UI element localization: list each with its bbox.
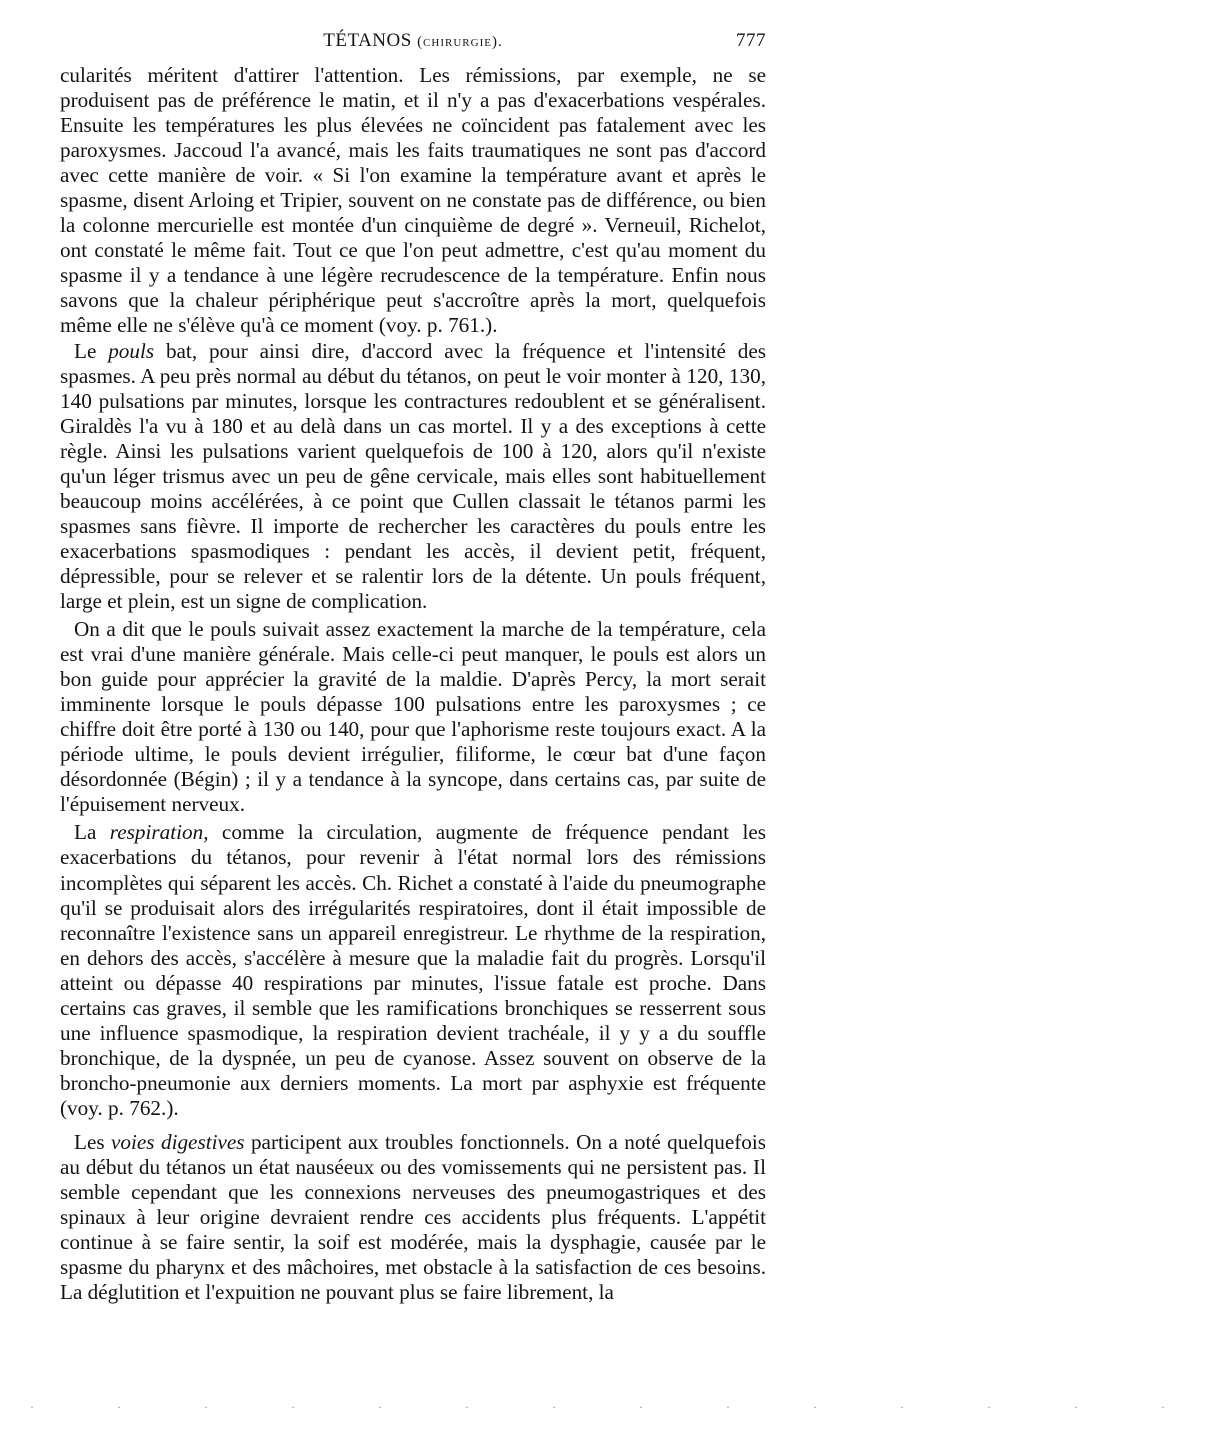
- paragraph-lead: Les: [74, 1129, 112, 1154]
- paragraph-text: bat, pour ainsi dire, d'accord avec la fréquence et l'intensité des spasmes. A peu près normal au début du tétanos, on peut le voir monter à 120, 130, 140 pulsations par minutes, lorsque les contractures redoublent et se généralisent. Giraldès l'a vu à 180 et au delà dans un cas mortel. Il y a des exceptions à cette règle. Ainsi les pulsations varient quelquefois de 100 à 120, alors qu'il n'existe qu'un léger trismus avec un peu de gêne cervicale, mais elles sont habituellement beaucoup moins accélérées, à ce point que Cullen classait le tétanos parmi les spasmes sans fièvre. Il importe de rechercher les caractères du pouls entre les exacerbations spasmodiques : pendant les accès, il devient petit, fréquent, dépressible, pour se relever et se ralentir lors de la détente. Un pouls fréquent, large et plein, est un signe de complication.: [60, 338, 766, 613]
- paragraph-respiration: [60, 820, 766, 1121]
- paragraph-lead: La: [74, 820, 110, 845]
- paragraph-pouls: [60, 339, 766, 615]
- body-text: [60, 63, 766, 1305]
- running-title: [60, 30, 766, 52]
- paragraph-voies-digestives: [60, 1130, 766, 1305]
- paragraph-keyword: pouls: [108, 338, 155, 363]
- paragraph-lead: Le: [74, 338, 109, 363]
- print-specks: · · · · · · · · · · · · · ·: [30, 1400, 1205, 1414]
- paragraph-pouls-temperature: [60, 617, 766, 817]
- running-header: [60, 30, 766, 58]
- paragraph-temperature-continued: [60, 63, 766, 339]
- paragraph-text: participent aux troubles fonctionnels. On a noté quelquefois au début du tétanos un état nauséeux ou des vomissements qui ne persistent pas. Il semble cependant que les connexions nerveuses des pneumogastriques et des spinaux à leur origine devraient rendre ces accidents plus fréquents. L'appétit continue à se faire sentir, la soif est modérée, mais la dysphagie, causée par le spasme du pharynx et des mâchoires, met obstacle à la satisfaction de ces besoins. La déglutition et l'expuition ne pouvant plus se faire librement, la: [60, 1129, 767, 1305]
- paragraph-text: , comme la circulation, augmente de fréquence pendant les exacerbations du tétanos, pour revenir à l'état normal lors des rémissions incomplètes qui séparent les accès. Ch. Richet a constaté à l'aide du pneumographe qu'il se produisait alors des irrégularités respiratoires, dont il était impossible de reconnaître l'existence sans un appareil enregistreur. Le rhythme de la respiration, en dehors des accès, s'accélère à mesure que la maladie fait du progrès. Lorsqu'il atteint ou dépasse 40 respirations par minutes, l'issue fatale est proche. Dans certains cas graves, il semble que les ramifications bronchiques se resserrent sous une influence spasmodique, la respiration devient trachéale, il y y a du souffle bronchique, de la dyspnée, un peu de cyanose. Assez souvent on observe de la broncho-pneumonie aux derniers moments. La mort par asphyxie est fréquente (voy. p. 762.).: [60, 820, 766, 1120]
- paragraph-text: On a dit que le pouls suivait assez exactement la marche de la température, cela est vrai d'une manière générale. Mais celle-ci peut manquer, le pouls est alors un bon guide pour apprécier la gravité de la maldie. D'après Percy, la mort serait imminente lorsque le pouls dépasse 100 pulsations entre les paroxysmes ; ce chiffre doit être porté à 130 ou 140, pour que l'aphorisme reste toujours exact. A la période ultime, le pouls devient irrégulier, filiforme, le cœur bat d'une façon désordonnée (Bégin) ; il y a tendance à la syncope, dans certains cas, par suite de l'épuisement nerveux.: [60, 617, 766, 817]
- running-title-subtitle: (chirurgie).: [417, 34, 503, 50]
- paragraph-keyword: respiration: [109, 820, 204, 845]
- running-title-main: TÉTANOS: [323, 30, 412, 51]
- paragraph-keyword: voies digestives: [111, 1129, 245, 1154]
- page-number: 777: [736, 30, 766, 51]
- paragraph-text: cularités méritent d'attirer l'attention. Les rémissions, par exemple, ne se produisent pas de préférence le matin, et il n'y a pas d'exacerbations vespérales. Ensuite les températures les plus élevées ne coïncident pas fatalement avec les paroxysmes. Jaccoud l'a avancé, mais les faits traumatiques ne sont pas d'accord avec cette manière de voir. « Si l'on examine la température avant et après le spasme, disent Arloing et Tripier, souvent on ne constate pas de différence, ou bien la colonne mercurielle est montée d'un cinquième de degré ». Verneuil, Richelot, ont constaté le même fait. Tout ce que l'on peut admettre, c'est qu'au moment du spasme il y a tendance à une légère recrudescence de la température. Enfin nous savons que la chaleur périphérique peut s'accroître après la mort, quelquefois même elle ne s'élève qu'à ce moment (voy. p. 761.).: [60, 63, 766, 338]
